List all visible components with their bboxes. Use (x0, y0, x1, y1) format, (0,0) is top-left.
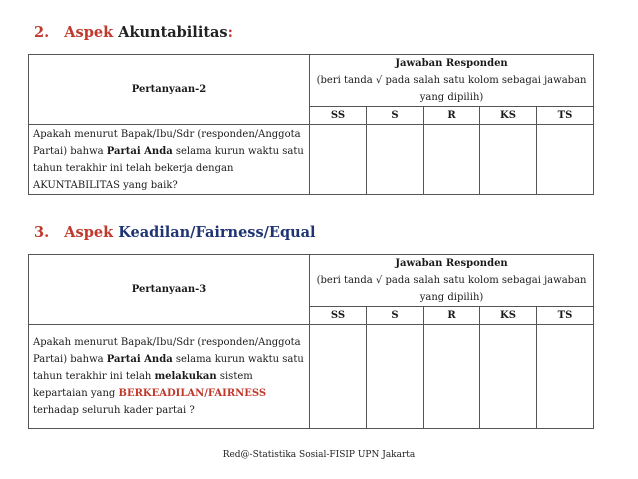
section-topic: Akuntabilitas (118, 24, 228, 41)
answer-cell-ss[interactable] (310, 125, 367, 195)
answer-cell-ks[interactable] (480, 125, 537, 195)
scale-s: S (367, 107, 424, 125)
responses-title: Jawaban Responden (395, 58, 508, 69)
responses-note: (beri tanda √ pada salah satu kolom sebagai jawaban yang dipilih) (316, 75, 587, 103)
section-number: 2. (34, 24, 50, 41)
question-header: Pertanyaan-2 (29, 55, 310, 125)
scale-ss: SS (310, 307, 367, 325)
question-header: Pertanyaan-3 (29, 255, 310, 325)
scale-s: S (367, 307, 424, 325)
answer-cell-ss[interactable] (310, 325, 367, 429)
section-aspek-label: Aspek (64, 24, 114, 41)
responses-header (310, 55, 594, 107)
section-topic: Keadilan/Fairness/Equal (118, 224, 316, 241)
survey-table-3 (28, 254, 594, 429)
answer-cell-ks[interactable] (480, 325, 537, 429)
question-text: Apakah menurut Bapak/Ibu/Sdr (responden/Anggota Partai) bahwa Partai Anda selama kurun waktu satu tahun terakhir ini telah bekerja dengan AKUNTABILITAS yang baik? (29, 125, 310, 195)
answer-cell-s[interactable] (367, 125, 424, 195)
survey-table-2 (28, 54, 594, 195)
scale-ts: TS (537, 307, 594, 325)
scale-ss: SS (310, 107, 367, 125)
answer-cell-ts[interactable] (537, 125, 594, 195)
scale-ks: KS (480, 307, 537, 325)
scale-ts: TS (537, 107, 594, 125)
section-colon: : (227, 24, 233, 41)
responses-header (310, 255, 594, 307)
answer-cell-r[interactable] (424, 325, 480, 429)
section-number: 3. (34, 224, 50, 241)
responses-note: (beri tanda √ pada salah satu kolom sebagai jawaban yang dipilih) (316, 275, 587, 303)
answer-cell-s[interactable] (367, 325, 424, 429)
scale-ks: KS (480, 107, 537, 125)
responses-title: Jawaban Responden (395, 258, 508, 269)
section-3-heading (34, 224, 316, 241)
page-footer: Red@-Statistika Sosial-FISIP UPN Jakarta (222, 450, 416, 460)
section-aspek-label: Aspek (64, 224, 114, 241)
scale-r: R (424, 307, 480, 325)
section-2-heading (34, 24, 233, 41)
answer-cell-r[interactable] (424, 125, 480, 195)
answer-cell-ts[interactable] (537, 325, 594, 429)
scale-r: R (424, 107, 480, 125)
question-text: Apakah menurut Bapak/Ibu/Sdr (responden/Anggota Partai) bahwa Partai Anda selama kurun waktu satu tahun terakhir ini telah melakukan sistem kepartaian yang BERKEADILAN/FAIRNESS terhadap seluruh kader partai ? (29, 325, 310, 429)
